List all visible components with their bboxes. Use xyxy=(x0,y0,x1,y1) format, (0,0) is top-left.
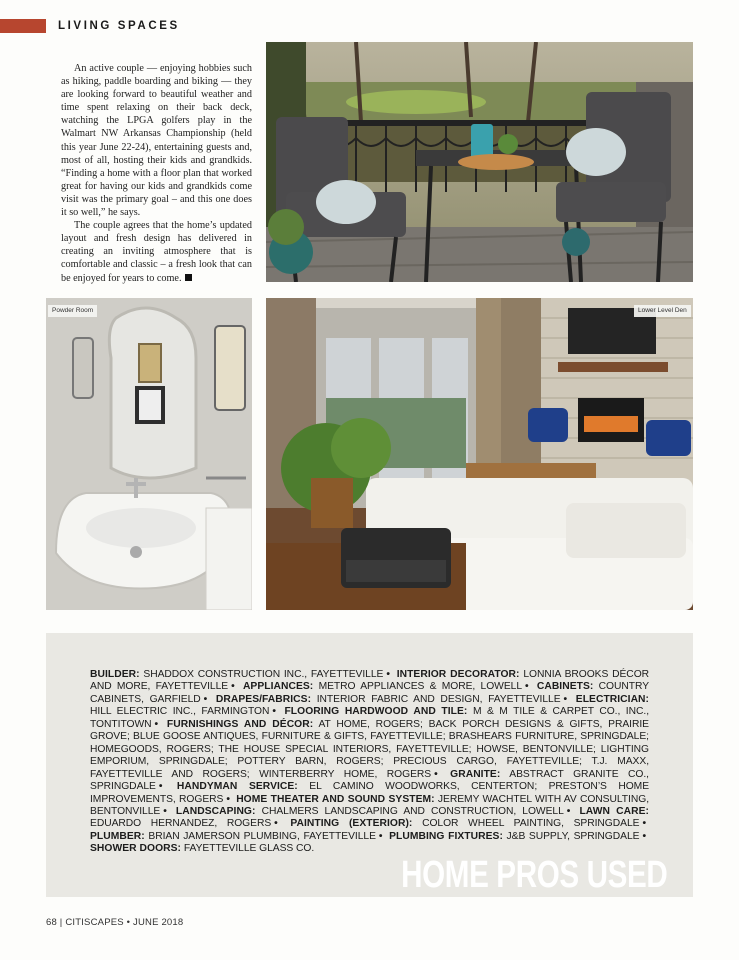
pros-entry: FLOORING HARDWOOD AND TILE: M & M TILE & CARPET CO., INC., TONTITOWN xyxy=(90,706,649,730)
pros-entry: DRAPES/FABRICS: INTERIOR FABRIC AND DESIGN, FAYETTEVILLE xyxy=(215,693,561,705)
article-paragraph-text: The couple agrees that the home’s updated layout and fresh design has delivered in creating an inviting atmosphere that is comfortable and classic – a fresh look that can be enjoyed for years to come. xyxy=(61,220,252,284)
section-accent-bar xyxy=(0,19,46,33)
bullet-icon: • xyxy=(566,805,571,817)
bullet-icon: • xyxy=(203,693,208,705)
bullet-icon: • xyxy=(154,718,159,730)
bullet-icon: • xyxy=(642,818,647,830)
pros-entry: CABINETS: COUNTRY CABINETS, GARFIELD xyxy=(90,681,650,705)
article-body xyxy=(61,62,252,285)
pros-entry: PLUMBER: BRIAN JAMERSON PLUMBING, FAYETTEVILLE xyxy=(90,830,376,842)
home-pros-box xyxy=(46,633,693,897)
pros-entry: PLUMBING FIXTURES: J&B SUPPLY, SPRINGDALE xyxy=(389,830,640,842)
pros-entry: GRANITE: ABSTRACT GRANITE CO., SPRINGDALE xyxy=(90,768,649,793)
pros-entry: HANDYMAN SERVICE: EL CAMINO WOODWORKS, CENTERTON; PRESTON’S HOME IMPROVEMENTS, ROGERS xyxy=(90,781,650,805)
pros-entry: LAWN CARE: EDUARDO HERNANDEZ, ROGERS xyxy=(90,805,650,830)
home-pros-list xyxy=(90,669,649,856)
bullet-icon: • xyxy=(434,768,438,780)
den-caption: Lower Level Den xyxy=(634,305,691,317)
den-photo xyxy=(266,298,693,610)
page-folio: 68 | CITISCAPES • JUNE 2018 xyxy=(46,917,184,928)
home-pros-title: HOME PROS USED xyxy=(400,854,667,896)
bullet-icon: • xyxy=(231,681,235,693)
article-paragraph xyxy=(61,219,252,284)
pros-entry: PAINTING (EXTERIOR): COLOR WHEEL PAINTING, SPRINGDALE xyxy=(290,818,640,830)
pros-entry: APPLIANCES: METRO APPLIANCES & MORE, LOWELL xyxy=(242,681,522,693)
section-label: LIVING SPACES xyxy=(58,20,180,32)
pros-entry: SHOWER DOORS: FAYETTEVILLE GLASS CO. xyxy=(90,843,315,855)
end-mark-icon xyxy=(185,274,192,281)
bullet-icon: • xyxy=(158,781,163,793)
bullet-icon: • xyxy=(563,693,568,705)
pros-entry: BUILDER: SHADDOX CONSTRUCTION INC., FAYETTEVILLE xyxy=(90,669,384,680)
bullet-icon: • xyxy=(226,793,230,805)
powder-room-caption: Powder Room xyxy=(48,305,97,317)
bullet-icon: • xyxy=(378,830,383,842)
deck-photo xyxy=(266,42,693,282)
pros-entry: LANDSCAPING: CHALMERS LANDSCAPING AND CONSTRUCTION, LOWELL xyxy=(175,805,564,817)
bullet-icon: • xyxy=(163,805,167,817)
pros-entry: INTERIOR DECORATOR: LONNIA BROOKS DÉCOR AND MORE, FAYETTEVILLE xyxy=(90,669,650,693)
bullet-icon: • xyxy=(272,706,276,718)
pros-entry: HOME THEATER AND SOUND SYSTEM: JEREMY WACHTEL WITH AV CONSULTING, BENTONVILLE xyxy=(90,793,650,817)
powder-room-photo xyxy=(46,298,252,610)
article-paragraph: An active couple — enjoying hobbies such as hiking, paddle boarding and biking — they are looking forward to beautiful weather and time spent relaxing on their back deck, watching the LPGA golfers play in the Walmart NW Arkansas Championship (held this year June 22-24), entertaining guests and, most of all, hosting their kids and grandkids. “Finding a home with a floor plan that worked great for having our kids and grandkids come visit was the primary goal – and this one does it so well,” he says. xyxy=(61,63,252,219)
pros-entry: ELECTRICIAN: HILL ELECTRIC INC., FARMINGTON xyxy=(90,693,650,718)
pros-entry: FURNISHINGS AND DÉCOR: AT HOME, ROGERS; BACK PORCH DESIGNS & GIFTS, PRAIRIE GROVE; BLUE GOOSE ANTIQUES, FURNITURE & GIFTS, FAYETTEVILLE; BRASHEARS FURNITURE, SPRINGDALE; HOMEGOODS, ROGERS; THE HOUSE SPECIAL INTERIORS, FAYETTEVILLE; HOWSE, BENTONVILLE; LIGHTING EMPORIUM, SPRINGDALE; POTTERY BARN, ROGERS; PRECIOUS CARGO, FAYETTEVILLE; T.J. MAXX, FAYETTEVILLE AND ROGERS; WINTERBERRY HOME, ROGERS xyxy=(90,718,649,780)
bullet-icon: • xyxy=(642,830,647,842)
bullet-icon: • xyxy=(386,669,390,680)
bullet-icon: • xyxy=(525,681,529,693)
bullet-icon: • xyxy=(274,818,278,830)
